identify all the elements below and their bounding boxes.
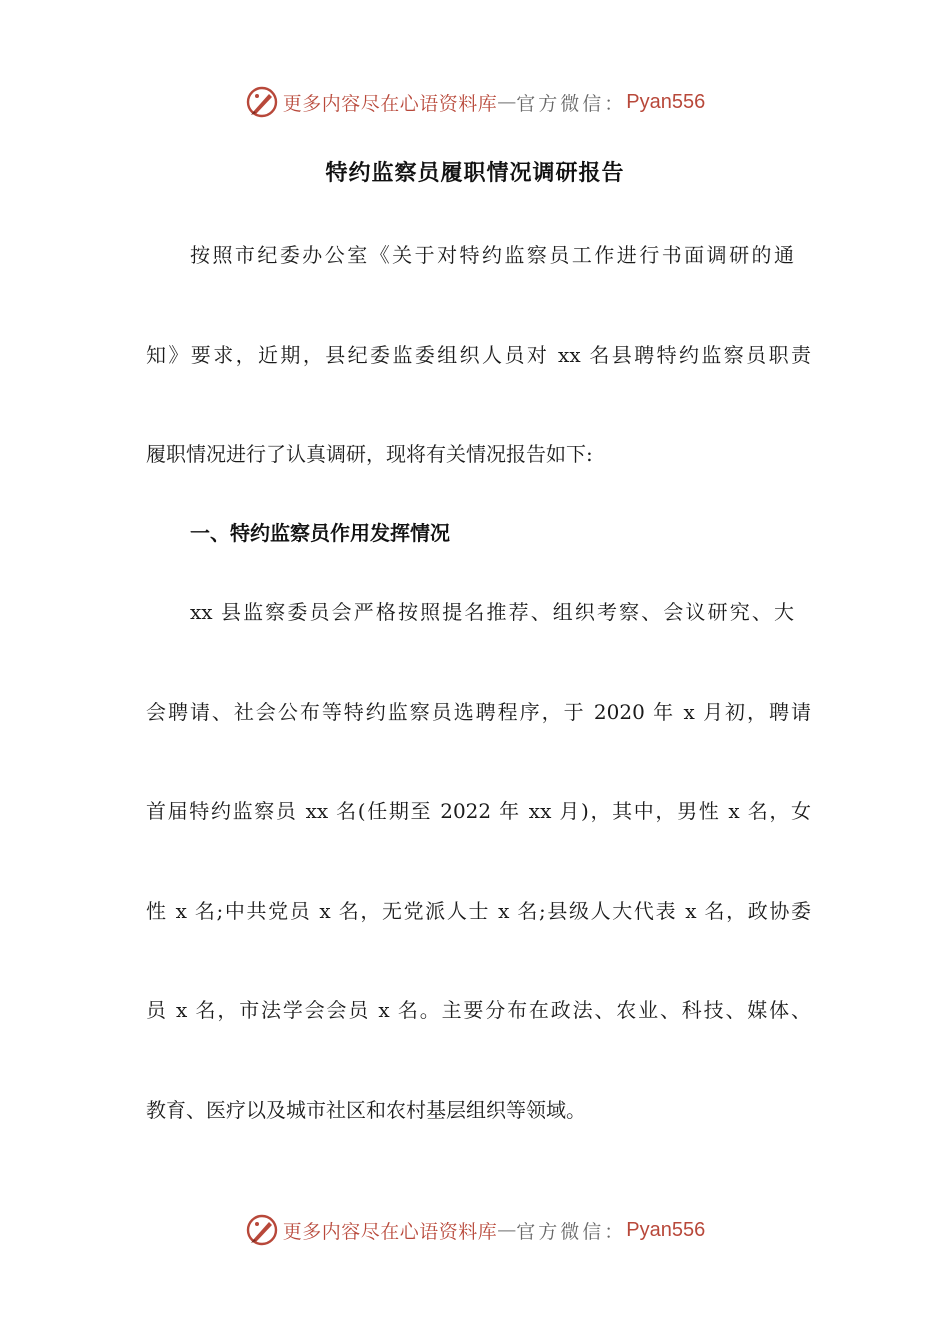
- pen-logo-icon: [245, 1213, 279, 1247]
- banner-promo-text: 更多内容尽在心语资料库: [282, 1220, 498, 1243]
- paragraph-line: 首届特约监察员 xx 名(任期至 2022 年 xx 月)，其中，男性 x 名，女: [146, 799, 811, 823]
- footer-banner: [0, 1210, 950, 1250]
- banner-wechat-label: 官方微信：: [516, 1220, 627, 1243]
- paragraph-line: 员 x 名，市法学会会员 x 名。主要分布在政法、农业、科技、媒体、: [146, 998, 811, 1022]
- banner-wechat-label: 官方微信：: [516, 92, 627, 115]
- banner-wechat-id: Pyan556: [626, 1218, 706, 1241]
- header-banner: [0, 82, 950, 122]
- paragraph-line: xx 县监察委员会严格按照提名推荐、组织考察、会议研究、大: [190, 600, 794, 624]
- paragraph-line: 教育、医疗以及城市社区和农村基层组织等领域。: [146, 1098, 586, 1122]
- document-title: 特约监察员履职情况调研报告: [325, 161, 625, 186]
- pen-logo-icon: [245, 85, 279, 119]
- paragraph-line: 会聘请、社会公布等特约监察员选聘程序，于 2020 年 x 月初，聘请: [146, 700, 811, 724]
- section-heading: 一、特约监察员作用发挥情况: [190, 521, 450, 545]
- paragraph-line: 性 x 名;中共党员 x 名，无党派人士 x 名;县级人大代表 x 名，政协委: [146, 899, 811, 923]
- paragraph-line: 按照市纪委办公室《关于对特约监察员工作进行书面调研的通: [190, 243, 794, 267]
- paragraph-line: 履职情况进行了认真调研，现将有关情况报告如下:: [146, 442, 593, 466]
- banner-promo-text: 更多内容尽在心语资料库: [282, 92, 498, 115]
- paragraph-line: 知》要求，近期，县纪委监委组织人员对 xx 名县聘特约监察员职责: [146, 343, 811, 367]
- banner-wechat-id: Pyan556: [626, 90, 706, 113]
- banner-dash: —: [497, 1219, 517, 1241]
- banner-dash: —: [497, 91, 517, 113]
